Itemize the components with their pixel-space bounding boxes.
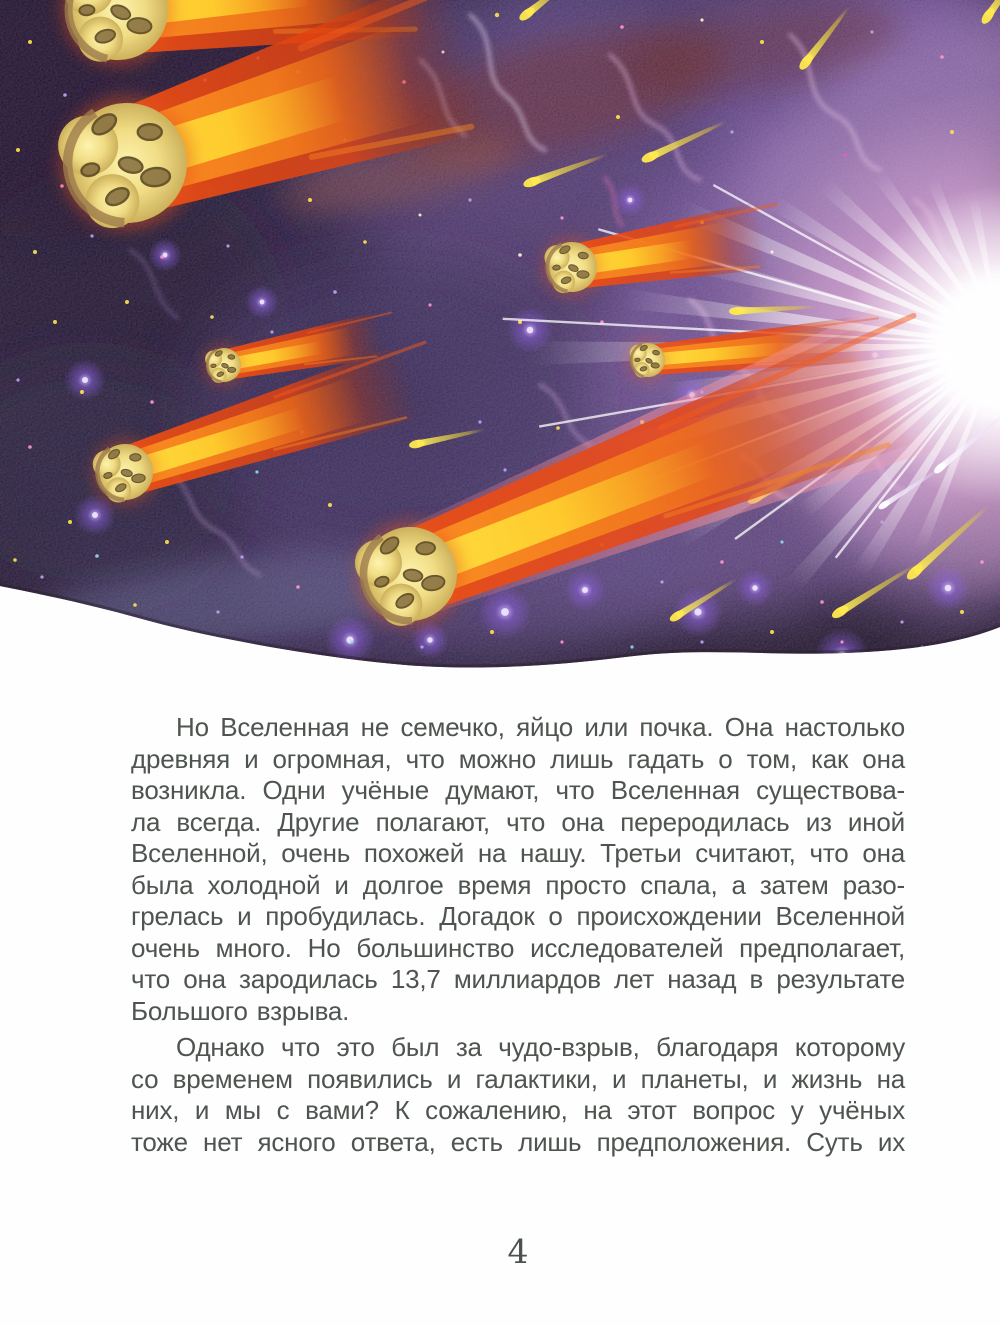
text-line: была холодной и долгое время просто спала, а затем разо- [131,869,905,900]
text-line: Большого взрыва. [131,995,350,1026]
text-line: грелась и пробудилась. Догадок о происхождении Вселенной [131,901,905,931]
text-line: тоже нет ясного ответа, есть лишь предположения. Суть их [131,1126,905,1157]
text-line: возникла. Одни учёные думают, что Вселенная существова- [131,775,905,805]
paragraph-1 [131,712,905,1027]
text-line: Вселенной, очень похожей на нашу. Третьи считают, что она [131,838,905,868]
text-line: что она зародилась 13,7 миллиардов лет назад в результате [131,964,905,994]
paragraph-2 [131,1032,905,1158]
text-line: Однако что это был за чудо-взрыв, благодаря которому [176,1032,905,1062]
text-line: очень много. Но большинство исследователей предполагает, [131,932,905,963]
text-line: со временем появились и галактики, и планеты, и жизнь на [131,1063,905,1094]
text-line: ла всегда. Другие полагают, что она переродилась из иной [131,806,905,837]
text-line: древняя и огромная, что можно лишь гадать о том, как она [131,743,905,774]
body-text [131,712,905,1158]
text-line: Но Вселенная не семечко, яйцо или почка. Она настолько [176,712,905,742]
page-number: 4 [507,1232,529,1271]
text-line: них, и мы с вами? К сожалению, на этот вопрос у учёных [131,1095,905,1125]
